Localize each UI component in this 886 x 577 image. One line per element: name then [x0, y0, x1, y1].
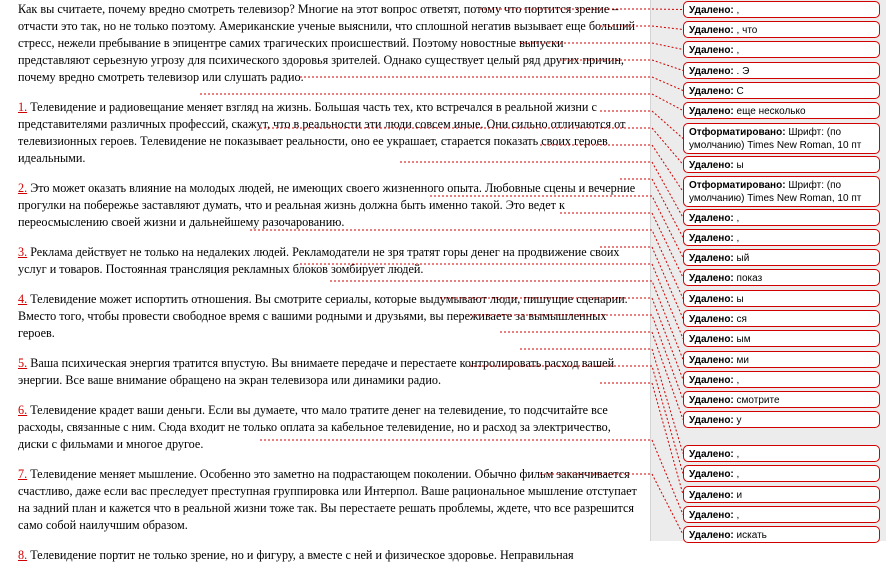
paragraph-6[interactable]: 6. Телевидение крадет ваши деньги. Если вы думаете, что мало тратите денег на телевидение, то подсчитайте все расходы, связанные с ним. Сюда входит не только оплата за кабельное телевидение, но и расход за электричество, диски с фильмами и многое другое. — [18, 403, 611, 451]
revision-balloon[interactable]: Удалено: . Э — [683, 62, 880, 79]
revision-balloon[interactable]: Удалено: , что — [683, 21, 880, 38]
paragraph-number: 8. — [18, 548, 28, 562]
paragraph-number: 6. — [18, 403, 28, 417]
revision-balloon[interactable]: Отформатировано: Шрифт: (по умолчанию) Times New Roman, 10 пт — [683, 176, 880, 207]
revision-balloon[interactable]: Удалено: , — [683, 371, 880, 388]
revision-balloon[interactable]: Удалено: ый — [683, 249, 880, 266]
paragraph-number: 2. — [18, 181, 28, 195]
paragraph-8[interactable]: 8. Телевидение портит не только зрение, но и фигуру, а вместе с ней и физическое здоровье. Неправильная — [18, 548, 574, 562]
revision-balloon[interactable]: Удалено: ы — [683, 156, 880, 173]
revision-balloon[interactable]: Удалено: ым — [683, 330, 880, 347]
paragraph-2[interactable]: 2. Это может оказать влияние на молодых людей, не имеющих своего жизненного опыта. Любовные сцены и вечерние прогулки на побережье заставляют думать, что и реальная жизнь должна быть именно такой. Это ведет к переосмыслению своей жизни и дальнейшему разочарованию. — [18, 181, 636, 229]
paragraph-number: 5. — [18, 356, 28, 370]
revision-balloon[interactable]: Удалено: искать — [683, 526, 880, 543]
revision-balloon[interactable]: Удалено: еще несколько — [683, 102, 880, 119]
revision-balloon[interactable]: Удалено: ы — [683, 290, 880, 307]
paragraph-intro[interactable]: Как вы считаете, почему вредно смотреть телевизор? Многие на этот вопрос ответят, потому что портится зрение – отчасти это так, но не только поэтому. Американские ученые выяснили, что сплошной негатив вызывает еще больший стресс, нежели пребывание в эпицентре самих трагических происшествий. Поэтому новостные выпуски представляют серьезную угрозу для психического здоровья зрителей. Однако существует целый ряд других причин, почему вредно смотреть телевизор или слушать радио. — [18, 2, 636, 84]
revision-balloon[interactable]: Удалено: , — [683, 1, 880, 18]
revision-balloon[interactable]: Удалено: у — [683, 411, 880, 428]
revision-balloon[interactable]: Удалено: , — [683, 465, 880, 482]
revision-balloon[interactable]: Удалено: показ — [683, 269, 880, 286]
paragraph-7[interactable]: 7. Телевидение меняет мышление. Особенно это заметно на подрастающем поколении. Обычно фильм заканчивается счастливо, даже если вас преследует преступная группировка или Интерпол. Ваше рациональное мышление отступает на задний план и кажется что в реальной жизни тоже так. Вы перестаете решать проблемы, ждете, что все разрешится само собой наилучшим образом. — [18, 467, 637, 532]
revision-balloon[interactable]: Удалено: , — [683, 41, 880, 58]
paragraph-4[interactable]: 4. Телевидение может испортить отношения. Вы смотрите сериалы, которые выдумывают люди, пишущие сценарии. Вместо того, чтобы провести свободное время с вашими родными и друзьями, вы переживаете за вымышленных героев. — [18, 292, 628, 340]
document-text[interactable] — [18, 1, 638, 577]
revision-balloon[interactable]: Удалено: , — [683, 506, 880, 523]
revision-balloon[interactable]: Удалено: С — [683, 82, 880, 99]
revision-balloon[interactable]: Удалено: , — [683, 209, 880, 226]
paragraph-3[interactable]: 3. Реклама действует не только на недалеких людей. Рекламодатели не зря тратят горы денег на продвижение своих услуг и товаров. Постоянная трансляция рекламных блоков зомбирует людей. — [18, 245, 620, 276]
revision-balloon[interactable]: Удалено: смотрите — [683, 391, 880, 408]
paragraph-1[interactable]: 1. Телевидение и радиовещание меняет взгляд на жизнь. Большая часть тех, кто встречался в реальной жизни с представителями различных профессий, скажут, что в реальности эти люди совсем иные. Они сильно отличаются от телевизионных героев. Телевидение не показывает реальности, оно ее украшает, старается показать своих героев идеальными. — [18, 100, 626, 165]
revision-balloon[interactable]: Удалено: и — [683, 486, 880, 503]
paragraph-number: 1. — [18, 100, 28, 114]
paragraph-number: 4. — [18, 292, 28, 306]
revision-balloon[interactable]: Удалено: , — [683, 445, 880, 462]
paragraph-number: 7. — [18, 467, 28, 481]
paragraph-number: 3. — [18, 245, 28, 259]
revision-balloon[interactable]: Удалено: , — [683, 229, 880, 246]
revision-balloon[interactable]: Удалено: ся — [683, 310, 880, 327]
paragraph-5[interactable]: 5. Ваша психическая энергия тратится впустую. Вы внимаете передаче и перестаете контролировать расход вашей энергии. Все ваше внимание обращено на экран телевизора или динамики радио. — [18, 356, 615, 387]
revision-balloon[interactable]: Отформатировано: Шрифт: (по умолчанию) Times New Roman, 10 пт — [683, 123, 880, 154]
revision-balloon[interactable]: Удалено: ми — [683, 351, 880, 368]
